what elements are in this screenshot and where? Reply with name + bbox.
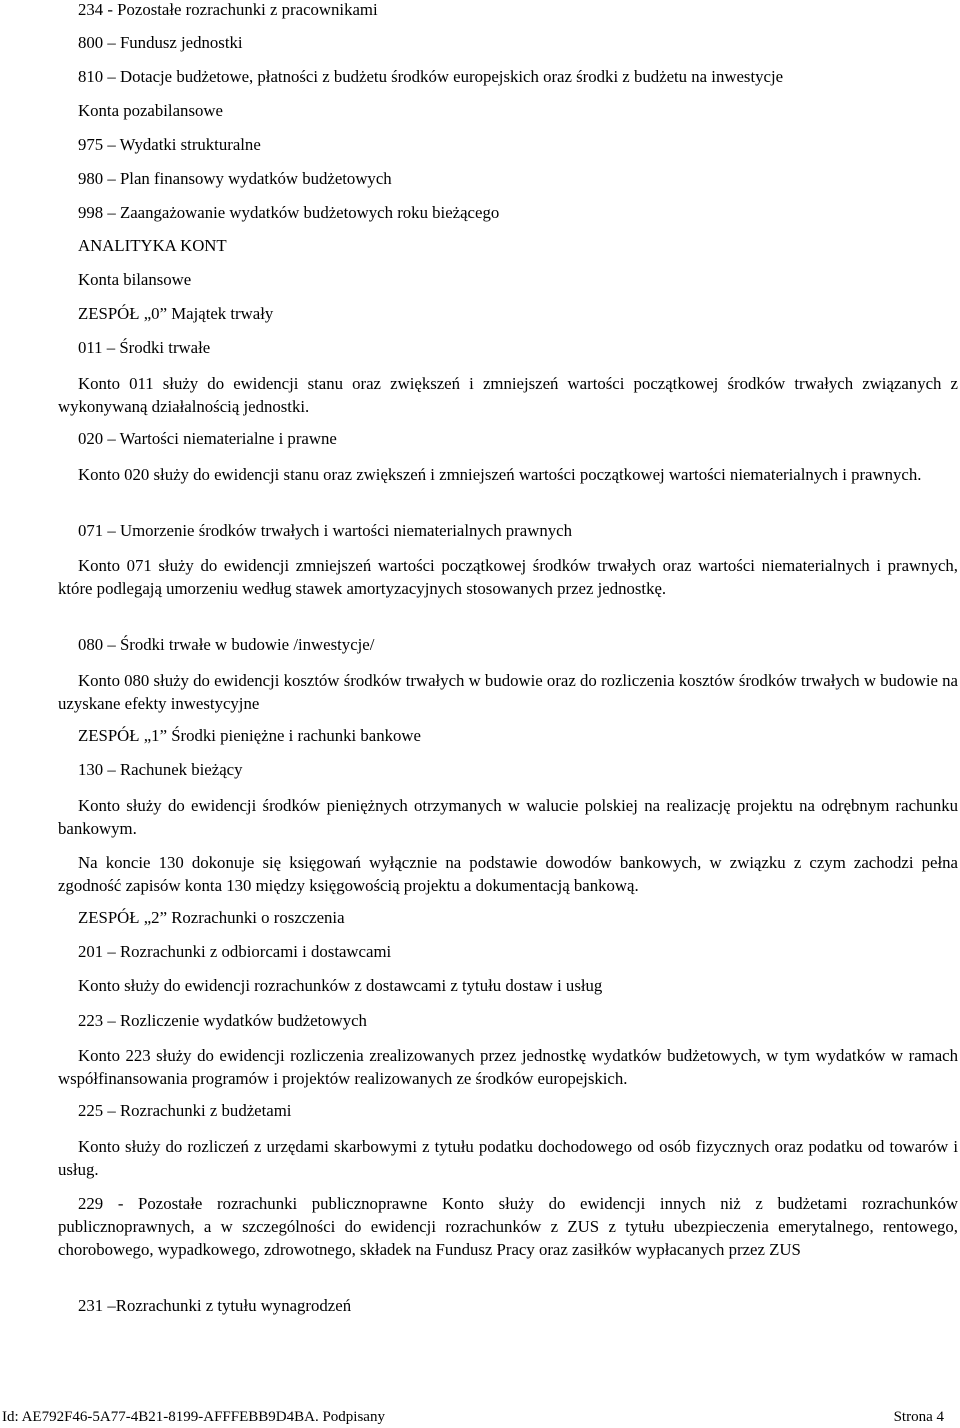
account-080-heading: 080 – Środki trwałe w budowie /inwestycje/ (78, 635, 375, 654)
account-223-description (58, 1044, 958, 1090)
account-223-heading: 223 – Rozliczenie wydatków budżetowych (78, 1011, 367, 1030)
account-020-text: Konto 020 służy do ewidencji stanu oraz zwiększeń i zmniejszeń wartości początkowej wartości niematerialnych i prawnych. (78, 465, 922, 484)
account-080-description (58, 669, 958, 715)
account-130-description (58, 794, 958, 840)
account-201-description: Konto służy do ewidencji rozrachunków z dostawcami z tytułu dostaw i usług (78, 976, 603, 995)
group-1-heading: ZESPÓŁ „1” Środki pieniężne i rachunki bankowe (78, 726, 421, 745)
account-234-heading: 234 - Pozostałe rozrachunki z pracownikami (78, 0, 378, 19)
account-130-heading: 130 – Rachunek bieżący (78, 760, 243, 779)
account-080-text: Konto 080 służy do ewidencji kosztów środków trwałych w budowie oraz do rozliczenia kosztów środków trwałych w budowie na uzyskane efekty inwestycyjne (58, 671, 958, 713)
account-980-heading: 980 – Plan finansowy wydatków budżetowych (78, 169, 392, 188)
account-225-description (58, 1135, 958, 1181)
group-0-heading: ZESPÓŁ „0” Majątek trwały (78, 304, 274, 323)
account-229-text: 229 - Pozostałe rozrachunki publicznoprawne Konto służy do ewidencji innych niż z budżetami rozrachunków publicznoprawnych, a w szczególności do ewidencji rozrachunków z ZUS z tytułu ubezpieczenia emerytalnego, rentowego, chorobowego, wypadkowego, zdrowotnego, składek na Fundusz Pracy oraz zasiłków wypłacanych przez ZUS (58, 1194, 958, 1259)
analytics-heading: ANALITYKA KONT (78, 236, 227, 255)
account-011-description (58, 372, 958, 418)
document-signature-id: Id: AE792F46-5A77-4B21-8199-AFFFEBB9D4BA. Podpisany (2, 1409, 385, 1425)
group-2-heading: ZESPÓŁ „2” Rozrachunki o roszczenia (78, 908, 345, 927)
account-229-description (58, 1192, 958, 1261)
balance-accounts-heading: Konta bilansowe (78, 270, 192, 289)
account-998-heading: 998 – Zaangażowanie wydatków budżetowych roku bieżącego (78, 203, 500, 222)
account-011-heading: 011 – Środki trwałe (78, 338, 211, 357)
account-225-text: Konto służy do rozliczeń z urzędami skarbowymi z tytułu podatku dochodowego od osób fizycznych oraz podatku od towarów i usług. (58, 1137, 958, 1179)
off-balance-heading: Konta pozabilansowe (78, 101, 223, 120)
account-231-heading: 231 –Rozrachunki z tytułu wynagrodzeń (78, 1296, 352, 1315)
account-071-text: Konto 071 służy do ewidencji zmniejszeń wartości początkowej środków trwałych oraz wartości niematerialnych i prawnych, które podlegają umorzeniu według stawek amortyzacyjnych stosowanych przez jednostkę. (58, 556, 958, 598)
account-201-heading: 201 – Rozrachunki z odbiorcami i dostawcami (78, 942, 392, 961)
account-223-text: Konto 223 służy do ewidencji rozliczenia zrealizowanych przez jednostkę wydatków budżetowych, w tym wydatków w ramach współfinansowania programów i projektów realizowanych ze środków europejskich. (58, 1046, 958, 1088)
account-225-heading: 225 – Rozrachunki z budżetami (78, 1101, 292, 1120)
page-number: Strona 4 (893, 1409, 944, 1425)
account-130-bank-note (58, 851, 958, 897)
account-011-text: Konto 011 służy do ewidencji stanu oraz zwiększeń i zmniejszeń wartości początkowej środków trwałych związanych z wykonywaną działalnością jednostki. (58, 374, 958, 416)
account-975-heading: 975 – Wydatki strukturalne (78, 135, 261, 154)
account-020-heading: 020 – Wartości niematerialne i prawne (78, 429, 337, 448)
account-071-description (58, 554, 958, 600)
account-020-description (58, 463, 958, 486)
account-130-text: Konto służy do ewidencji środków pieniężnych otrzymanych w walucie polskiej na realizację projektu na odrębnym rachunku bankowym. (58, 796, 958, 838)
account-130-bank-text: Na koncie 130 dokonuje się księgowań wyłącznie na podstawie dowodów bankowych, w związku z czym zachodzi pełna zgodność zapisów konta 130 między księgowością projektu a dokumentacją bankową. (58, 853, 958, 895)
account-810-heading: 810 – Dotacje budżetowe, płatności z budżetu środków europejskich oraz środki z budżetu na inwestycje (78, 67, 784, 86)
account-800-heading: 800 – Fundusz jednostki (78, 33, 243, 52)
account-071-heading: 071 – Umorzenie środków trwałych i wartości niematerialnych prawnych (78, 521, 572, 540)
